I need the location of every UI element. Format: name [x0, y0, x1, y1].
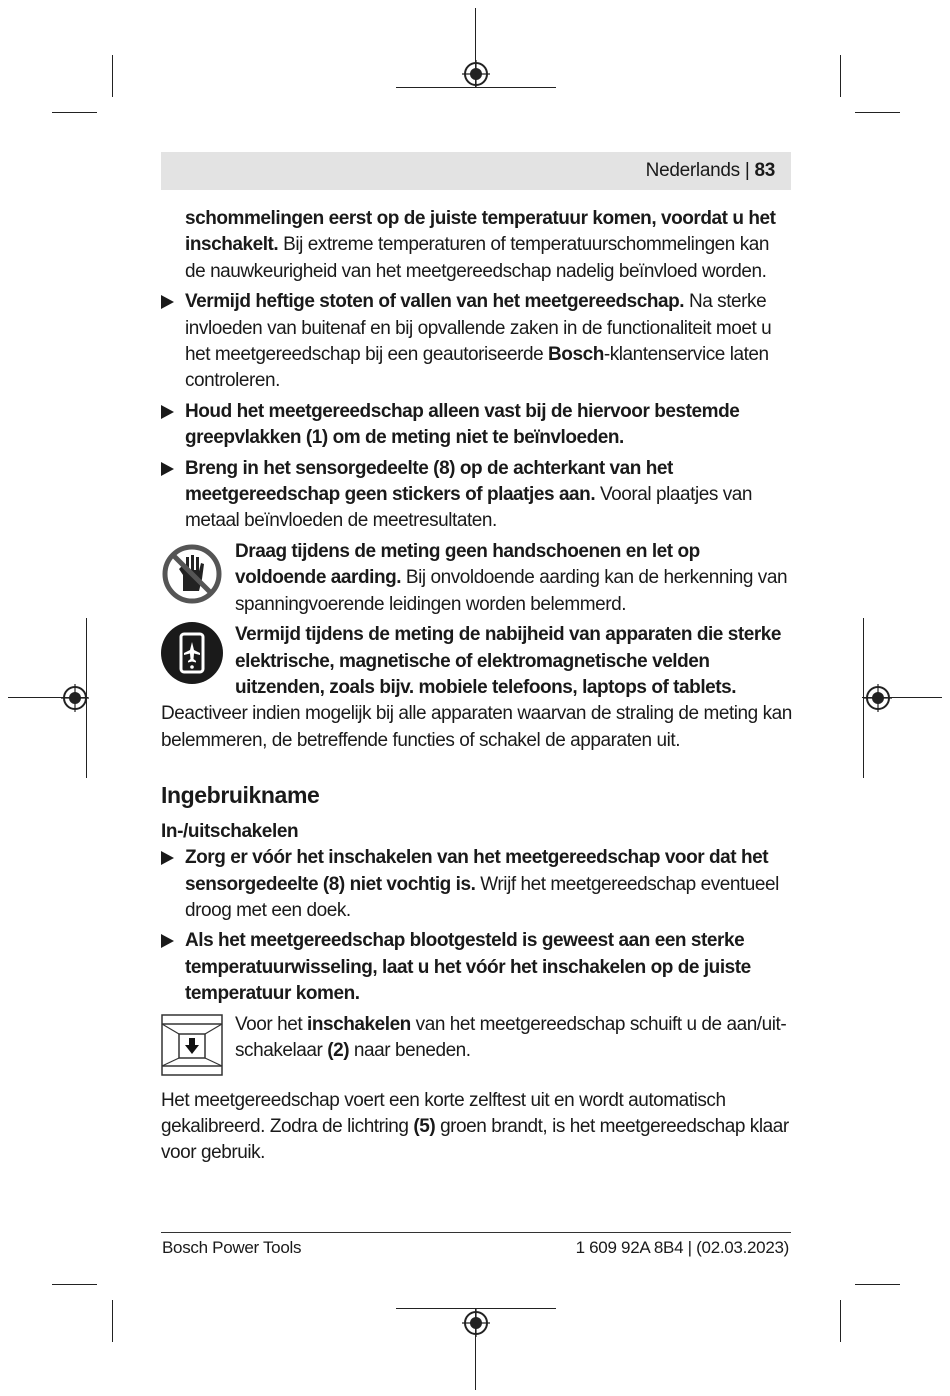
final-bold: (5)	[413, 1115, 436, 1137]
gloves-warning	[161, 539, 793, 618]
footer-doc-id: 1 609 92A 8B4 | (02.03.2023)	[575, 1238, 789, 1257]
switch-bold: (2)	[327, 1039, 350, 1061]
bullet-item	[161, 399, 793, 452]
bullet-triangle-icon	[161, 405, 174, 419]
switch-instruction-text	[235, 1012, 793, 1065]
gloves-warning-rest: Bij onvoldoende aarding kan de herkenning van spanningvoerende leidingen worden belemmerd.	[235, 567, 788, 615]
continuation-text: Bij extreme temperaturen of temperatuurschommelingen kan de nauwkeurigheid van het meetgereedschap nadelig beïnvloed worden.	[185, 234, 770, 282]
gloves-warning-bold: Draag tijdens de meting geen handschoenen en let op voldoende aarding.	[235, 540, 700, 589]
switch-text: naar beneden.	[349, 1039, 471, 1061]
continuation-bold: schommelingen eerst op de juiste temperatuur komen, voordat u het inschakelt.	[185, 208, 776, 256]
section-title: Ingebruikname	[161, 782, 320, 809]
final-text: Het meetgereedschap voert een korte zelftest uit en wordt automatisch gekalibreerd. Zodra de lichtring	[161, 1089, 726, 1137]
gloves-warning-text	[235, 539, 793, 618]
bullet-item	[161, 928, 793, 1007]
bullet-triangle-icon	[161, 295, 174, 309]
devices-warning-rest: Deactiveer indien mogelijk bij alle apparaten waarvan de straling de meting kan belemmeren, de betreffende functies of schakel de apparaten uit.	[161, 703, 792, 751]
registration-mark-icon	[462, 60, 490, 88]
page-number: 83	[754, 160, 775, 181]
bullet-text: -klantenservice laten controleren.	[185, 344, 769, 392]
continuation-paragraph	[161, 206, 793, 285]
registration-mark-icon	[864, 684, 892, 712]
footer-brand: Bosch Power Tools	[162, 1238, 302, 1257]
bullet-bold: Zorg er vóór het inschakelen van het meetgereedschap voor dat het sensorgedeelte (8) niet vochtig is.	[185, 847, 769, 895]
page-header	[161, 152, 791, 190]
bullet-text: Vooral plaatjes van metaal beïnvloeden de meetresultaten.	[185, 484, 753, 532]
devices-warning-text	[161, 622, 793, 754]
section-subtitle: In-/uitschakelen	[161, 821, 299, 843]
bullet-text: Na sterke invloeden van buitenaf en bij opvallende zaken in de functionaliteit moet u het meetgereedschap bij een geautoriseerde	[185, 291, 772, 366]
bullet-text: Wrijf het meetgereedschap eventueel droog met een doek.	[185, 873, 779, 921]
header-language: Nederlands	[645, 160, 740, 181]
bullet-bold: Houd het meetgereedschap alleen vast bij de hiervoor bestemde greepvlakken (1) om de meting niet te beïnvloeden.	[185, 400, 740, 449]
bullet-triangle-icon	[161, 851, 174, 865]
registration-mark-icon	[61, 684, 89, 712]
bullet-item	[161, 456, 793, 535]
switch-bold: inschakelen	[307, 1013, 411, 1035]
bullet-bold: Bosch	[548, 344, 604, 366]
no-gloves-icon	[161, 543, 223, 605]
slide-switch-down-icon	[161, 1014, 223, 1076]
header-separator: |	[744, 160, 750, 181]
devices-warning	[161, 622, 793, 754]
bullet-triangle-icon	[161, 462, 174, 476]
bullet-item	[161, 289, 793, 395]
final-paragraph	[161, 1088, 793, 1167]
devices-warning-bold: Vermijd tijdens de meting de nabijheid van apparaten die sterke elektrische, magnetische of elektromagnetische velden uitzenden, zoals bijv. mobiele telefoons, laptops of tablets.	[235, 624, 782, 698]
bullet-bold: Als het meetgereedschap blootgesteld is geweest aan een sterke temperatuurwisseling, laat u het vóór het inschakelen op de juiste temperatuur komen.	[185, 930, 751, 1005]
airplane-mode-phone-icon	[161, 622, 235, 700]
switch-text: Voor het	[235, 1013, 308, 1035]
final-text: groen brandt, is het meetgereedschap klaar voor gebruik.	[161, 1115, 789, 1164]
footer-divider	[161, 1232, 791, 1233]
registration-mark-icon	[462, 1309, 490, 1337]
bullet-item	[161, 845, 793, 924]
switch-text: van het meetgereedschap schuift u de aan/uit-schakelaar	[235, 1013, 787, 1061]
switch-instruction	[161, 1012, 793, 1080]
bullet-bold: Vermijd heftige stoten of vallen van het meetgereedschap.	[185, 291, 685, 313]
bullet-bold: Breng in het sensorgedeelte (8) op de achterkant van het meetgereedschap geen stickers of plaatjes aan.	[185, 457, 673, 506]
page-content	[161, 206, 793, 1167]
bullet-triangle-icon	[161, 934, 174, 948]
header-text	[646, 160, 775, 182]
